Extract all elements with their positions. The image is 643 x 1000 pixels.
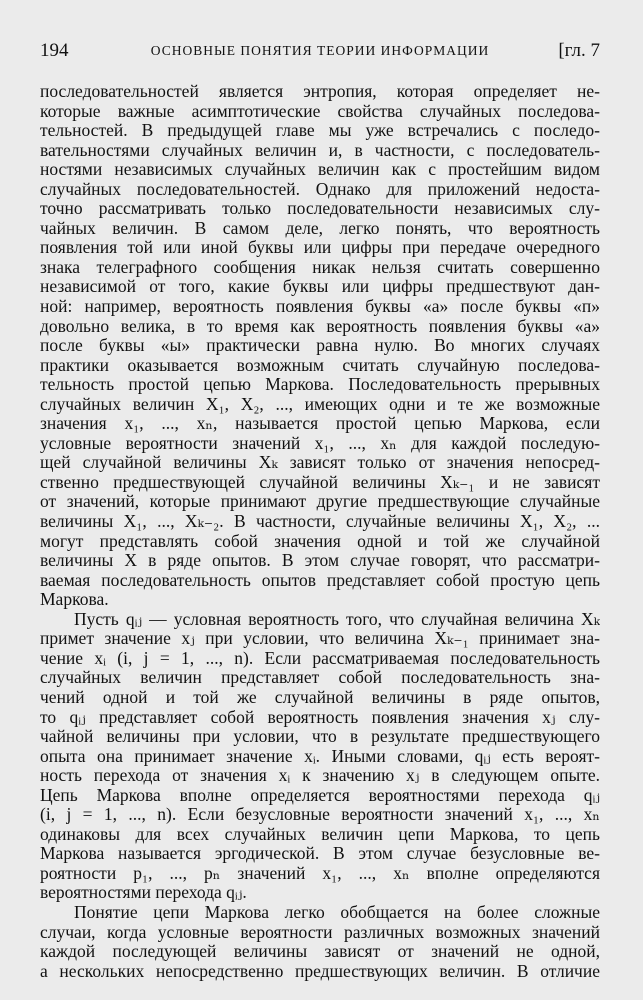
text-line: после буквы «ы» практически равна нулю. Во многих случаях	[40, 336, 600, 356]
text-line: тельностей. В предыдущей главе мы уже встречались с последо-	[40, 121, 600, 141]
text-line: примет значение xⱼ при условии, что величина Xₖ₋₁ принимает зна-	[40, 629, 600, 649]
text-line: Пусть qᵢⱼ — условная вероятность того, что случайная величина Xₖ	[74, 609, 600, 629]
text-line: Цепь Маркова вполне определяется вероятностями перехода qᵢⱼ	[40, 785, 600, 805]
text-line: чайных величин. В самом деле, легко понять, что вероятность	[40, 218, 600, 238]
chapter-label: [гл. 7	[558, 40, 600, 61]
text-line: случайных величин представляет собой последовательность зна-	[40, 668, 600, 688]
text-line: значения x₁, ..., xₙ, называется простой цепью Маркова, если	[40, 414, 600, 434]
text-line: щей случайной величины Xₖ зависят только от значения непосред-	[40, 453, 600, 473]
text-line: (i, j = 1, ..., n). Если безусловные вероятности значений x₁, ..., xₙ	[40, 805, 600, 825]
text-line: случайных последовательностей. Однако для приложений недоста-	[40, 179, 600, 199]
body-text	[40, 82, 600, 981]
text-line: от значений, которые принимают другие предшествующие случайные	[40, 492, 600, 512]
text-line: чение xᵢ (i, j = 1, ..., n). Если рассматриваемая последовательность	[40, 648, 600, 668]
text-line: величины X в ряде опытов. В этом случае говорят, что рассматри-	[40, 551, 600, 571]
text-line: ностями независимых случайных величин как с простейшим видом	[40, 160, 600, 180]
text-line: ваемая последовательность опытов представляет собой простую цепь	[40, 570, 600, 590]
text-line: условные вероятности значений x₁, ..., xₙ для каждой последую-	[40, 433, 600, 453]
text-line: ной: например, вероятность появления буквы «а» после буквы «п»	[40, 297, 600, 317]
page-number: 194	[40, 40, 69, 61]
text-line: Маркова называется эргодической. В этом случае безусловные ве-	[40, 844, 600, 864]
text-line: случайных величин X₁, X₂, ..., имеющих одни и те же возможные	[40, 394, 600, 414]
text-line: Понятие цепи Маркова легко обобщается на более сложные	[74, 902, 600, 922]
running-title: ОСНОВНЫЕ ПОНЯТИЯ ТЕОРИИ ИНФОРМАЦИИ	[150, 43, 490, 58]
text-line: величины X₁, ..., Xₖ₋₂. В частности, случайные величины X₁, X₂, ...	[40, 512, 600, 532]
text-line: могут представлять собой значения одной и той же случайной	[40, 531, 600, 551]
text-line: чений одной и той же случайной величины в ряде опытов,	[40, 687, 600, 707]
text-line: ность перехода от значения xᵢ к значению xⱼ в следующем опыте.	[40, 766, 600, 786]
text-line: случаи, когда условные вероятности различных возможных значений	[40, 922, 600, 942]
text-line: ственно предшествующей случайной величины Xₖ₋₁ и не зависят	[40, 472, 600, 492]
text-line: роятности p₁, ..., pₙ значений x₁, ..., xₙ вполне определяются	[40, 863, 600, 883]
text-line: каждой последующей величины зависят от значений не одной,	[40, 942, 600, 962]
text-line: а нескольких непосредственно предшествующих величин. В отличие	[40, 961, 600, 981]
text-line: одинаковы для всех случайных величин цепи Маркова, то цепь	[40, 824, 600, 844]
text-line: последовательностей является энтропия, которая определяет не-	[40, 82, 600, 101]
text-line: довольно велика, в то время как вероятность появления буквы «а»	[40, 316, 600, 336]
text-line: вероятностями перехода qᵢⱼ.	[40, 883, 247, 903]
text-line: опыта она принимает значение xᵢ. Иными словами, qᵢⱼ есть вероят-	[40, 746, 600, 766]
text-line: независимой от того, какие буквы или цифры предшествуют дан-	[40, 277, 600, 297]
text-line: которые важные асимптотические свойства случайных последова-	[40, 101, 600, 121]
text-line: точно рассматривать только последовательности независимых слу-	[40, 199, 600, 219]
text-line: чайной величины при условии, что в результате предшествующего	[40, 727, 600, 747]
text-line: знака телеграфного сообщения никак нельзя считать совершенно	[40, 257, 600, 277]
text-line: то qᵢⱼ представляет собой вероятность появления значения xⱼ слу-	[40, 707, 600, 727]
text-line: вательностями случайных величин и, в частности, с последователь-	[40, 140, 600, 160]
text-line: появления той или иной буквы или цифры при передаче очередного	[40, 238, 600, 258]
text-line: Маркова.	[40, 590, 109, 610]
running-header	[40, 40, 600, 64]
text-line: тельность простой цепью Маркова. Последовательность прерывных	[40, 375, 600, 395]
text-line: практики оказывается возможным считать случайную последова-	[40, 355, 600, 375]
